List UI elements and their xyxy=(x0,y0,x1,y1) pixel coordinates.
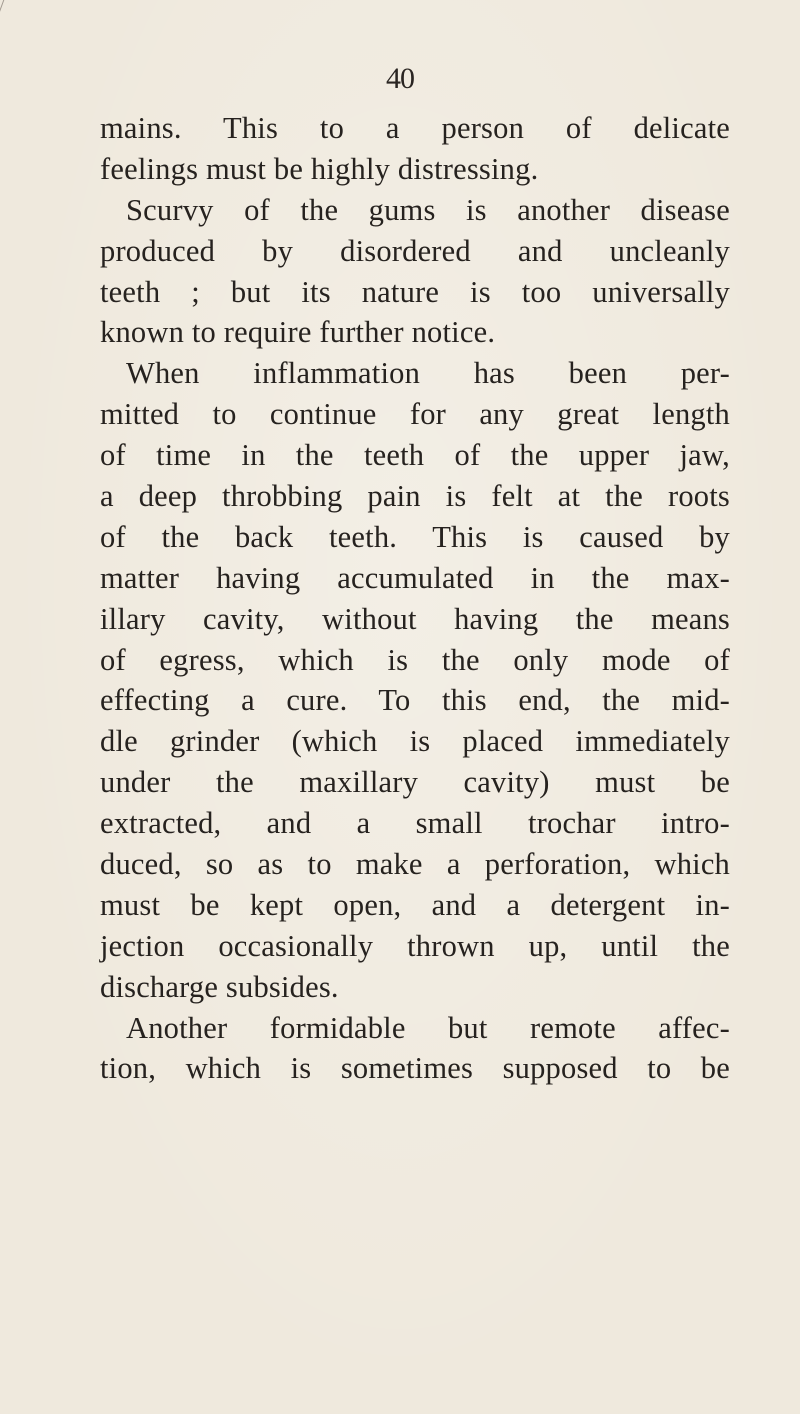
text-line: mitted to continue for any great length xyxy=(100,397,730,432)
text-line: effecting a cure. To this end, the mid- xyxy=(100,683,730,718)
stray-mark xyxy=(0,0,14,18)
text-line: of egress, which is the only mode of xyxy=(100,642,730,677)
text-line: Scurvy of the gums is another disease xyxy=(126,192,730,227)
text-line: extracted, and a small trochar intro- xyxy=(100,806,730,841)
text-line: must be kept open, and a detergent in- xyxy=(100,887,730,922)
text-line: a deep throbbing pain is felt at the roots xyxy=(100,479,730,514)
text-line: Another formidable but remote affec- xyxy=(126,1010,730,1045)
text-line: of time in the teeth of the upper jaw, xyxy=(100,438,730,473)
text-line: jection occasionally thrown up, until the xyxy=(100,928,730,963)
text-line: tion, which is sometimes supposed to be xyxy=(100,1051,730,1086)
text-line: teeth ; but its nature is too universally xyxy=(100,274,730,309)
body-text xyxy=(100,108,730,1089)
text-line: mains. This to a person of delicate xyxy=(100,111,730,145)
text-line: feelings must be highly distressing. xyxy=(100,151,539,186)
text-line: matter having accumulated in the max- xyxy=(100,560,730,595)
text-line: known to require further notice. xyxy=(100,315,496,350)
page-number: 40 xyxy=(386,62,414,95)
text-line: When inflammation has been per- xyxy=(126,356,730,391)
text-line: discharge subsides. xyxy=(100,969,339,1004)
text-line: dle grinder (which is placed immediately xyxy=(100,724,730,759)
text-line: duced, so as to make a perforation, which xyxy=(100,847,730,882)
text-line: illary cavity, without having the means xyxy=(100,601,730,636)
text-line: under the maxillary cavity) must be xyxy=(100,765,730,800)
text-line: produced by disordered and uncleanly xyxy=(100,233,730,268)
text-line: of the back teeth. This is caused by xyxy=(100,519,730,554)
